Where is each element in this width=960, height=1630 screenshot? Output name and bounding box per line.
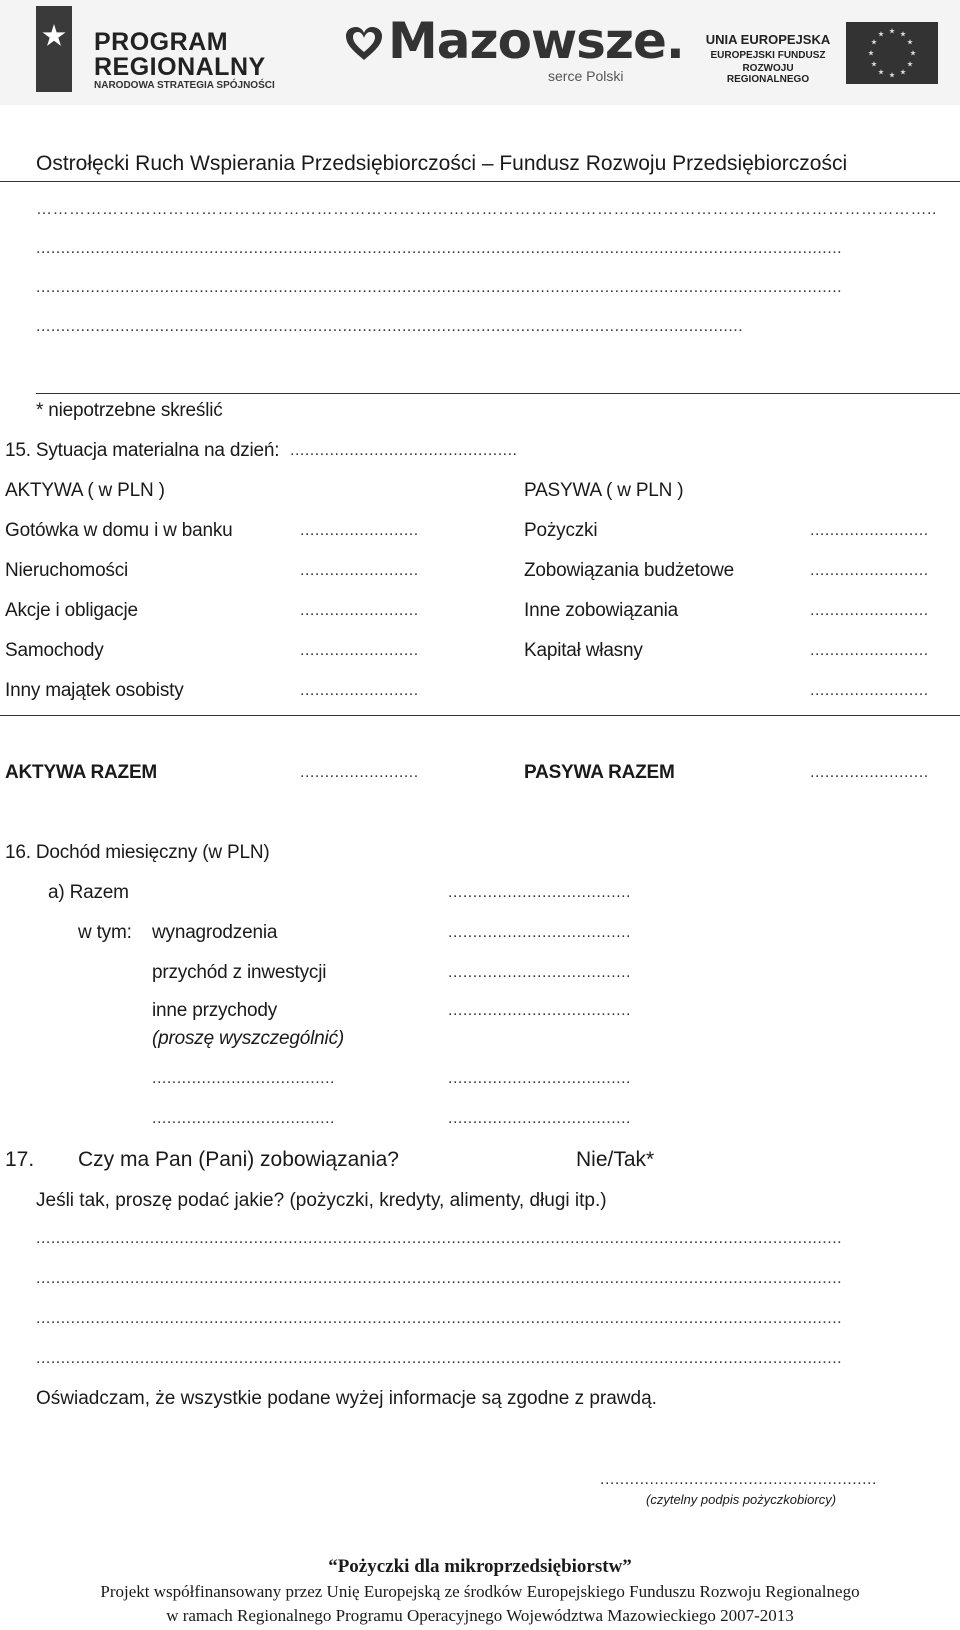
liability-value-field[interactable]: ........................ — [810, 602, 929, 619]
asset-value-field[interactable]: ........................ — [300, 642, 419, 659]
eu-logo-line2: EUROPEJSKI FUNDUSZ — [710, 50, 826, 61]
other-income-desc-field[interactable]: ..................................... — [152, 1110, 335, 1127]
income-item-field[interactable]: ..................................... — [448, 1002, 631, 1019]
income-total-field[interactable]: ..................................... — [448, 884, 631, 901]
liability-label: Kapitał własny — [524, 640, 643, 661]
other-income-value-field[interactable]: ..................................... — [448, 1110, 631, 1127]
income-item-label: wynagrodzenia — [152, 922, 278, 943]
declaration: Oświadczam, że wszystkie podane wyżej informacje są zgodne z prawdą. — [36, 1388, 657, 1409]
signature-caption: (czytelny podpis pożyczkobiorcy) — [646, 1492, 837, 1507]
liability-value-field[interactable]: ........................ — [810, 522, 929, 539]
divider — [0, 181, 960, 182]
date-field[interactable]: .............................................. — [290, 442, 518, 459]
liability-label: Inne zobowiązania — [524, 600, 678, 621]
dotted-line: ……………………………………………………………………………………………………………………………………………….. — [36, 201, 937, 218]
yes-no-answer[interactable]: Nie/Tak* — [576, 1148, 655, 1171]
mazowsze-tagline: serce Polski — [548, 68, 624, 84]
liability-label: Zobowiązania budżetowe — [524, 560, 735, 581]
dotted-line[interactable]: ................................................................................................................................................................... — [36, 1350, 843, 1367]
section-17-question: Czy ma Pan (Pani) zobowiązania? — [78, 1148, 399, 1171]
liability-value-field[interactable]: ........................ — [810, 682, 929, 699]
section-16-label: 16. Dochód miesięczny (w PLN) — [5, 842, 270, 863]
assets-header: AKTYWA ( w PLN ) — [5, 480, 165, 501]
asset-label: Akcje i obligacje — [5, 600, 138, 621]
assets-total-field[interactable]: ........................ — [300, 764, 419, 781]
footnote: * niepotrzebne skreślić — [36, 400, 223, 421]
asset-label: Gotówka w domu i w banku — [5, 520, 233, 541]
liability-value-field[interactable]: ........................ — [810, 562, 929, 579]
asset-value-field[interactable]: ........................ — [300, 682, 419, 699]
income-item-label: inne przychody — [152, 1000, 277, 1021]
section-17-number: 17. — [5, 1148, 35, 1171]
in-which-label: w tym: — [78, 922, 132, 943]
section-17-followup: Jeśli tak, proszę podać jakie? (pożyczki, kredyty, alimenty, długi itp.) — [36, 1190, 607, 1211]
eu-logo-line3: ROZWOJU REGIONALNEGO — [726, 63, 810, 85]
program-regionalny-logo: PROGRAM REGIONALNY — [94, 28, 266, 81]
liabilities-total-label: PASYWA RAZEM — [524, 762, 675, 783]
assets-total-label: AKTYWA RAZEM — [5, 762, 158, 783]
dotted-line[interactable]: ................................................................................................................................................................... — [36, 1310, 843, 1327]
program-regionalny-emblem — [36, 6, 72, 92]
divider — [0, 715, 960, 716]
dotted-line: ................................................................................................................................................................... — [36, 240, 843, 257]
section-15-label: 15. Sytuacja materialna na dzień: — [5, 440, 280, 461]
liabilities-header: PASYWA ( w PLN ) — [524, 480, 684, 501]
footer-title: “Pożyczki dla mikroprzedsiębiorstw” — [328, 1556, 632, 1577]
dotted-line[interactable]: ................................................................................................................................................................... — [36, 1270, 843, 1287]
income-total-label: a) Razem — [48, 882, 129, 903]
signature-field[interactable]: ........................................................ — [600, 1471, 877, 1488]
asset-label: Inny majątek osobisty — [5, 680, 184, 701]
document-title: Ostrołęcki Ruch Wspierania Przedsiębiorczości – Fundusz Rozwoju Przedsiębiorczości — [36, 152, 848, 175]
asset-value-field[interactable]: ........................ — [300, 562, 419, 579]
asset-label: Samochody — [5, 640, 104, 661]
heart-icon — [344, 26, 384, 62]
other-income-value-field[interactable]: ..................................... — [448, 1070, 631, 1087]
logo-header — [0, 0, 960, 105]
other-income-desc-field[interactable]: ..................................... — [152, 1070, 335, 1087]
eu-logo-title: UNIA EUROPEJSKA — [705, 32, 831, 47]
dotted-line: ............................................................................................................................................... — [36, 318, 744, 335]
income-item-field[interactable]: ..................................... — [448, 924, 631, 941]
program-regionalny-subtitle: NARODOWA STRATEGIA SPÓJNOŚCI — [94, 80, 275, 91]
asset-value-field[interactable]: ........................ — [300, 522, 419, 539]
income-item-field[interactable]: ..................................... — [448, 964, 631, 981]
income-item-label: przychód z inwestycji — [152, 962, 327, 983]
dotted-line[interactable]: ................................................................................................................................................................... — [36, 1230, 843, 1247]
mazowsze-logo: Mazowsze. — [388, 12, 684, 70]
divider — [36, 393, 960, 394]
liability-label: Pożyczki — [524, 520, 598, 541]
asset-label: Nieruchomości — [5, 560, 129, 581]
footer-line1: Projekt współfinansowany przez Unię Europejską ze środków Europejskiego Funduszu Rozwoju Regionalnego — [100, 1582, 860, 1601]
footer-line2: w ramach Regionalnego Programu Operacyjnego Województwa Mazowieckiego 2007-2013 — [166, 1606, 794, 1625]
specify-note: (proszę wyszczególnić) — [152, 1028, 344, 1049]
eu-flag-icon — [846, 22, 938, 84]
asset-value-field[interactable]: ........................ — [300, 602, 419, 619]
liability-value-field[interactable]: ........................ — [810, 642, 929, 659]
dotted-line: ................................................................................................................................................................... — [36, 279, 843, 296]
liabilities-total-field[interactable]: ........................ — [810, 764, 929, 781]
